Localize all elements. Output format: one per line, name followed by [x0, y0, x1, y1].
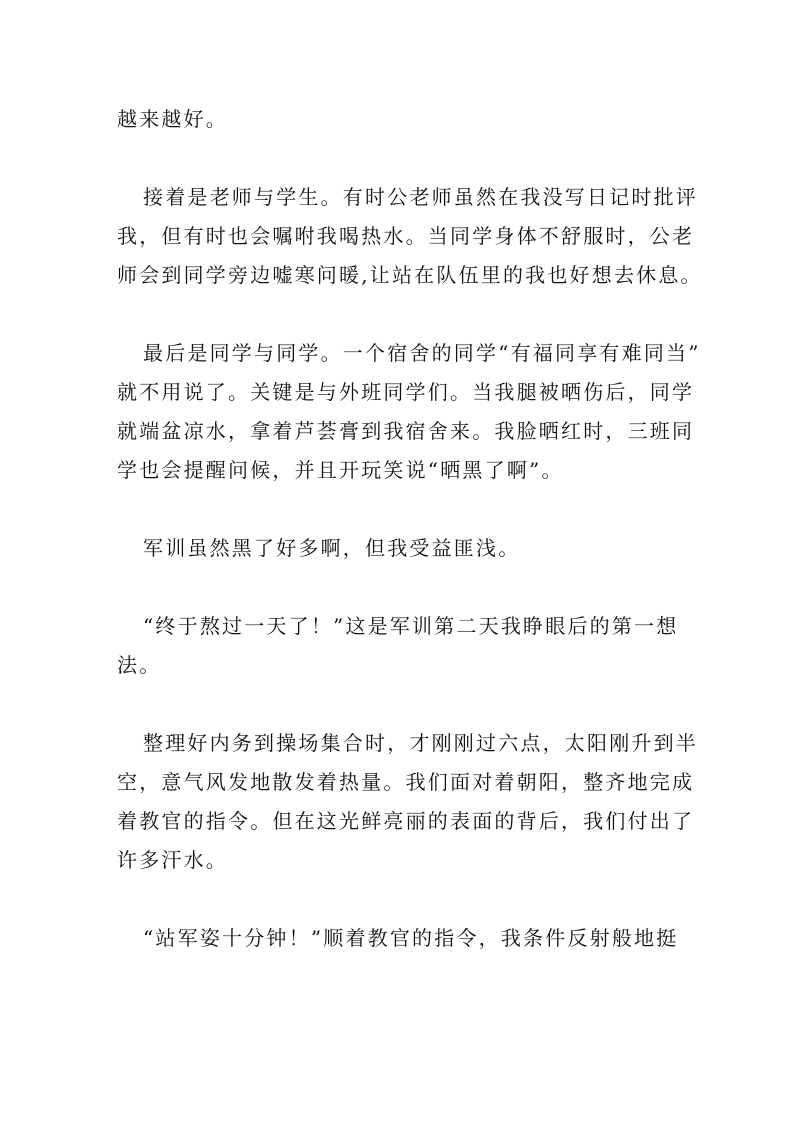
text-line: 法。 — [117, 653, 162, 677]
text-line: 越来越好。 — [117, 107, 228, 131]
text-line: 空，意气风发地散发着热量。我们面对着朝阳，整齐地完成 — [117, 770, 695, 794]
paragraph-gap — [117, 139, 687, 178]
document-body — [117, 100, 703, 958]
text-line: “终于熬过一天了！”这是军训第二天我睁眼后的第一想 — [143, 614, 679, 638]
text-line: 我，但有时也会嘱咐我喝热水。当同学身体不舒服时，公老 — [117, 224, 695, 248]
text-line: 着教官的指令。但在这光鲜亮丽的表面的背后，我们付出了 — [117, 809, 695, 833]
text-line: 整理好内务到操场集合时，才刚刚过六点，太阳刚升到半 — [143, 731, 698, 755]
text-line: 就不用说了。关键是与外班同学们。当我腿被晒伤后，同学 — [117, 380, 695, 404]
text-line: 师会到同学旁边嘘寒问暖,让站在队伍里的我也好想去休息。 — [117, 263, 703, 287]
paragraph — [117, 334, 701, 490]
paragraph — [117, 607, 687, 685]
paragraph — [117, 724, 698, 880]
paragraph — [117, 178, 703, 295]
paragraph-gap — [117, 685, 687, 724]
text-line: 军训虽然黑了好多啊，但我受益匪浅。 — [143, 536, 521, 560]
paragraph-gap — [117, 295, 687, 334]
paragraph-gap — [117, 880, 687, 919]
paragraph-gap — [117, 490, 687, 529]
text-line: “站军姿十分钟！”顺着教官的指令，我条件反射般地挺 — [143, 926, 679, 950]
text-line: 许多汗水。 — [117, 848, 228, 872]
paragraph — [117, 529, 687, 568]
paragraph — [117, 919, 687, 958]
text-line: 接着是老师与学生。有时公老师虽然在我没写日记时批评 — [143, 185, 698, 209]
text-line: 最后是同学与同学。一个宿舍的同学“有福同享有难同当” — [143, 341, 701, 365]
text-line: 就端盆凉水，拿着芦荟膏到我宿舍来。我脸晒红时，三班同 — [117, 419, 695, 443]
paragraph-gap — [117, 568, 687, 607]
text-line: 学也会提醒问候，并且开玩笑说“晒黑了啊”。 — [117, 458, 564, 482]
paragraph — [117, 100, 687, 139]
